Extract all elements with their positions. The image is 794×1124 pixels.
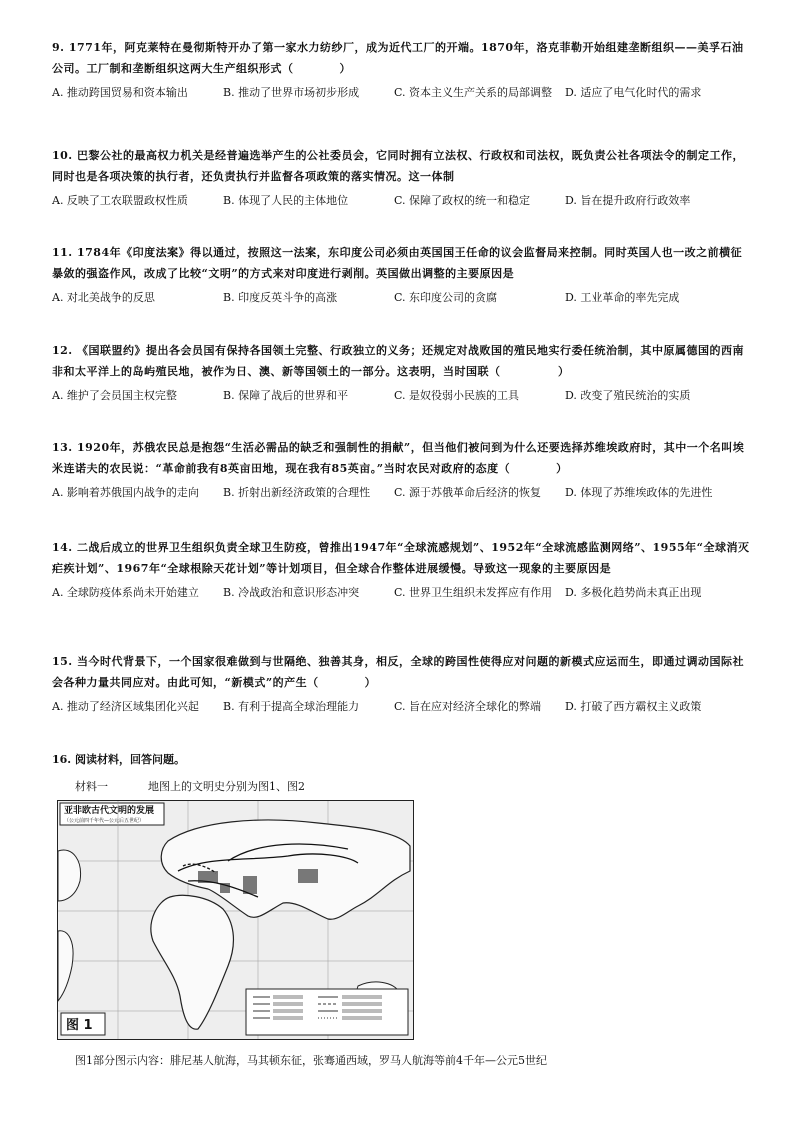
history-map-figure	[57, 800, 414, 1040]
options	[52, 583, 752, 623]
material-text: 地图上的文明史分别为图1、图2	[148, 780, 305, 793]
option-b[interactable]: B. 印度反英斗争的高涨	[223, 291, 338, 304]
option-d[interactable]: D. 多极化趋势尚未真正出现	[565, 586, 702, 599]
option-d[interactable]: D. 打破了西方霸权主义政策	[565, 700, 702, 713]
question-9	[52, 37, 752, 123]
option-a[interactable]: A. 推动了经济区域集团化兴起	[52, 700, 199, 713]
question-stem: 11. 1784年《印度法案》得以通过，按照这一法案，东印度公司必须由英国国王任命的议会监督局来控制。同时英国人也一改之前横征暴敛的强盗作风，改成了比较“文明”的方式来对印度进行剥削。英国做出调整的主要原因是	[52, 246, 743, 280]
option-c[interactable]: C. 是奴役弱小民族的工具	[394, 389, 520, 402]
option-c[interactable]: C. 源于苏俄革命后经济的恢复	[394, 486, 542, 499]
world-map	[58, 801, 413, 1039]
material-one	[75, 778, 305, 794]
material-label: 材料一	[75, 780, 108, 793]
options	[52, 386, 752, 426]
options	[52, 83, 752, 123]
question-stem: 9. 1771年，阿克莱特在曼彻斯特开办了第一家水力纺纱厂，成为近代工厂的开端。1870年，洛克菲勒开始组建垄断组织——美孚石油公司。工厂制和垄断组织这两大生产组织形式（ ）	[52, 41, 744, 75]
map-caption: 图1部分图示内容：腓尼基人航海，马其顿东征，张骞通西域，罗马人航海等前4千年—公元5世纪	[75, 1054, 547, 1067]
question-12	[52, 340, 752, 426]
option-a[interactable]: A. 推动跨国贸易和资本输出	[52, 86, 188, 99]
option-b[interactable]: B. 推动了世界市场初步形成	[223, 86, 360, 99]
options	[52, 191, 752, 231]
question-stem: 10. 巴黎公社的最高权力机关是经普遍选举产生的公社委员会，它同时拥有立法权、行政权和司法权，既负责公社各项法令的制定工作，同时也是各项决策的执行者，还负责执行并监督各项政策的落实情况。这一体制	[52, 149, 744, 183]
options	[52, 483, 752, 523]
option-c[interactable]: C. 东印度公司的贪腐	[394, 291, 498, 304]
option-c[interactable]: C. 旨在应对经济全球化的弊端	[394, 700, 542, 713]
option-b[interactable]: B. 冷战政治和意识形态冲突	[223, 586, 360, 599]
option-d[interactable]: D. 体现了苏维埃政体的先进性	[565, 486, 713, 499]
map-title: 亚非欧古代文明的发展	[64, 806, 155, 816]
question-stem: 12. 《国联盟约》提出各会员国有保持各国领土完整、行政独立的义务；还规定对战败国的殖民地实行委任统治制，其中原属德国的西南非和太平洋上的岛屿殖民地，被作为日、澳、新等国领土的一部分。这表明，当时国联（ ）	[52, 344, 744, 378]
map-subtitle: （公元前四千年代—公元后五世纪）	[64, 818, 145, 824]
question-15	[52, 651, 752, 737]
option-b[interactable]: B. 有利于提高全球治理能力	[223, 700, 360, 713]
option-d[interactable]: D. 旨在提升政府行政效率	[565, 194, 691, 207]
option-d[interactable]: D. 改变了殖民统治的实质	[565, 389, 691, 402]
question-13	[52, 437, 752, 523]
option-a[interactable]: A. 对北美战争的反思	[52, 291, 155, 304]
figure-label: 图 1	[66, 1018, 93, 1033]
question-10	[52, 145, 752, 231]
options	[52, 288, 752, 328]
map-legend	[246, 989, 408, 1035]
option-d[interactable]: D. 适应了电气化时代的需求	[565, 86, 702, 99]
question-stem: 14. 二战后成立的世界卫生组织负责全球卫生防疫，曾推出1947年“全球流感规划”、1952年“全球流感监测网络”、1955年“全球消灭疟疾计划”、1967年“全球根除天花计划”等计划项目，但全球合作整体进展缓慢。导致这一现象的主要原因是	[52, 541, 750, 575]
option-c[interactable]: C. 世界卫生组织未发挥应有作用	[394, 586, 553, 599]
option-c[interactable]: C. 保障了政权的统一和稳定	[394, 194, 531, 207]
question-stem: 13. 1920年，苏俄农民总是抱怨“生活必需品的缺乏和强制性的捐献”，但当他们被问到为什么还要选择苏维埃政府时，其中一个名叫埃米连诺夫的农民说：“革命前我有8英亩田地，现在我有85英亩。”当时农民对政府的态度（ ）	[52, 441, 745, 475]
option-c[interactable]: C. 资本主义生产关系的局部调整	[394, 86, 553, 99]
option-a[interactable]: A. 反映了工农联盟政权性质	[52, 194, 188, 207]
option-a[interactable]: A. 全球防疫体系尚未开始建立	[52, 586, 199, 599]
option-a[interactable]: A. 维护了会员国主权完整	[52, 389, 177, 402]
option-b[interactable]: B. 体现了人民的主体地位	[223, 194, 349, 207]
option-b[interactable]: B. 折射出新经济政策的合理性	[223, 486, 371, 499]
option-d[interactable]: D. 工业革命的率先完成	[565, 291, 680, 304]
question-14	[52, 537, 752, 623]
options	[52, 697, 752, 737]
question-16: 16. 阅读材料，回答问题。	[52, 753, 185, 766]
question-11	[52, 242, 752, 328]
option-a[interactable]: A. 影响着苏俄国内战争的走向	[52, 486, 199, 499]
option-b[interactable]: B. 保障了战后的世界和平	[223, 389, 349, 402]
question-stem: 15. 当今时代背景下，一个国家很难做到与世隔绝、独善其身，相反，全球的跨国性使得应对问题的新模式应运而生，即通过调动国际社会各种力量共同应对。由此可知，“新模式”的产生（ ）	[52, 655, 744, 689]
